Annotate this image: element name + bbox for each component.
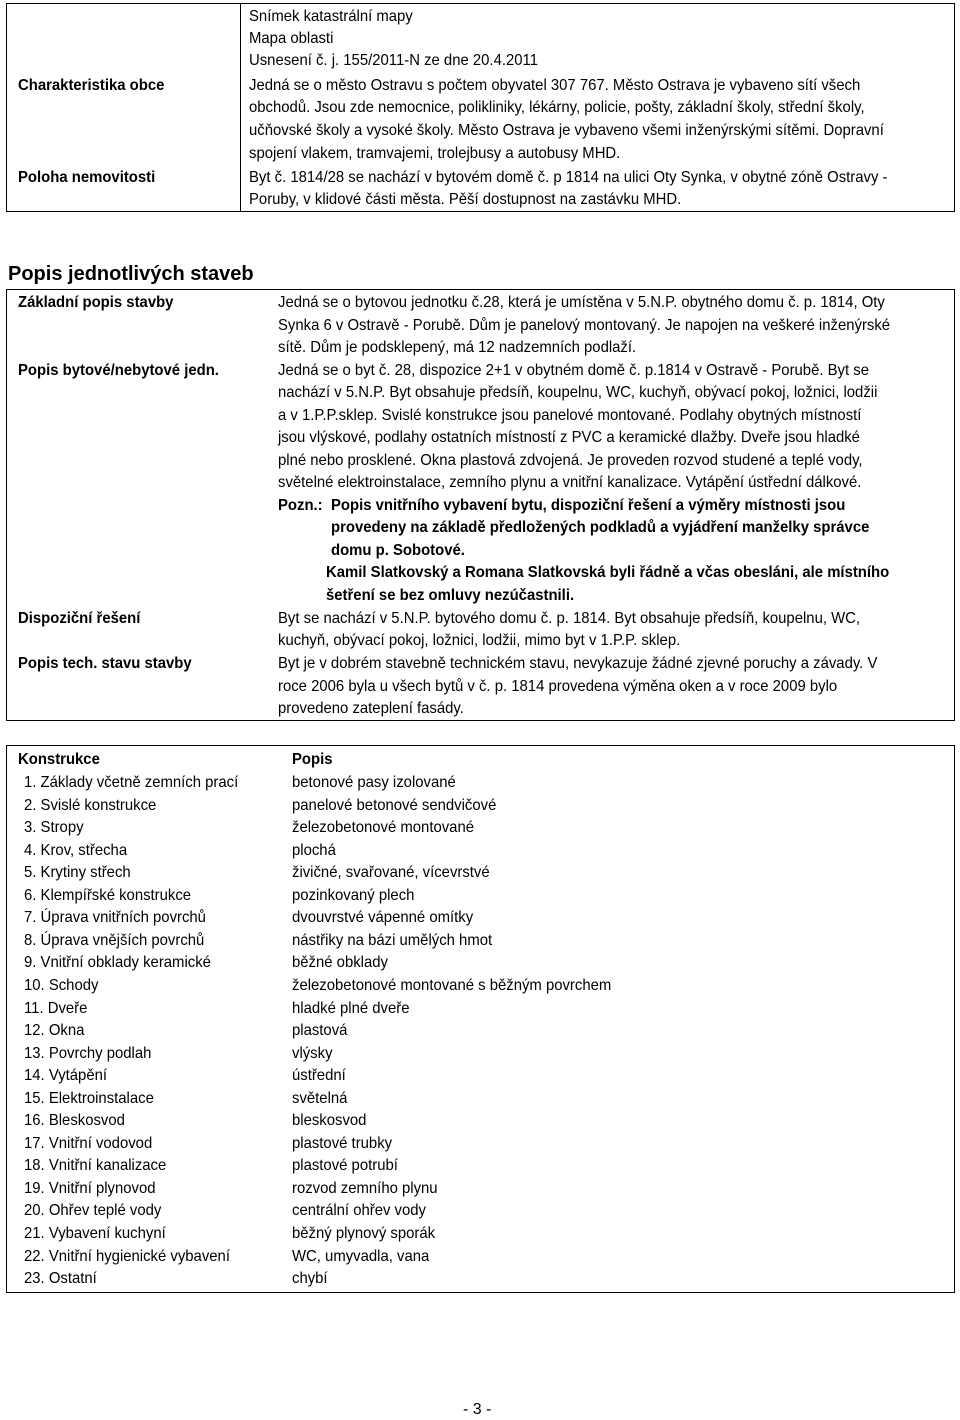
bytove-line: plné nebo prosklené. Okna plastová zdvojená. Je proveden rozvod studené a teplé vody, [278, 452, 863, 469]
pozn-line: domu p. Sobotové. [331, 542, 465, 559]
konstrukce-row-name: 23. Ostatní [24, 1270, 97, 1287]
konstrukce-row-name: 22. Vnitřní hygienické vybavení [24, 1248, 230, 1265]
charakteristika-line: učňovské školy a vysoké školy. Město Ostrava je vybaveno všemi inženýrskými sítěmi. Dopravní [249, 122, 884, 139]
poloha-line: Byt č. 1814/28 se nachází v bytovém domě č. p 1814 na ulici Oty Synka, v obytné zóně Ostravy - [249, 169, 888, 186]
konstrukce-row-desc: živičné, svařované, vícevrstvé [292, 864, 490, 881]
bytove-line: Jedná se o byt č. 28, dispozice 2+1 v obytném domě č. p.1814 v Ostravě - Porubě. Byt se [278, 362, 869, 379]
konstrukce-row-name: 11. Dveře [24, 1000, 88, 1017]
konstrukce-row-desc: ústřední [292, 1067, 346, 1084]
tech-line: provedeno zateplení fasády. [278, 700, 464, 717]
page-number: - 3 - [463, 1401, 492, 1418]
zakladni-line: sítě. Dům je podsklepený, má 12 nadzemních podlaží. [278, 339, 637, 356]
konstrukce-row-desc: železobetonové montované s běžným povrchem [292, 977, 612, 994]
konstrukce-row-name: 12. Okna [24, 1022, 85, 1039]
konstrukce-row-name: 4. Krov, střecha [24, 842, 128, 859]
konstrukce-row-desc: železobetonové montované [292, 819, 475, 836]
konstrukce-row-desc: světelná [292, 1090, 348, 1107]
konstrukce-row-name: 2. Svislé konstrukce [24, 797, 157, 814]
konstrukce-row-desc: hladké plné dveře [292, 1000, 410, 1017]
konstrukce-row-desc: plastová [292, 1022, 348, 1039]
konstrukce-row-desc: betonové pasy izolované [292, 774, 456, 791]
konstrukce-row-name: 14. Vytápění [24, 1067, 108, 1084]
konstrukce-row-desc: vlýsky [292, 1045, 333, 1062]
konstrukce-row-name: 3. Stropy [24, 819, 84, 836]
konstrukce-header: Konstrukce [18, 751, 100, 768]
konstrukce-row-desc: bleskosvod [292, 1112, 367, 1129]
obeslani-line: Kamil Slatkovský a Romana Slatkovská byli řádně a včas obesláni, ale místního [326, 564, 890, 581]
bytove-line: jsou vlýskové, podlahy ostatních místností z PVC a keramické dlažby. Dveře jsou hladké [278, 429, 860, 446]
dispozicni-line: kuchyň, obývací pokoj, ložnici, lodžii, mimo byt v 1.P.P. sklep. [278, 632, 681, 649]
charakteristika-line: Jedná se o město Ostravu s počtem obyvatel 307 767. Město Ostrava je vybaveno sítí všech [249, 77, 861, 94]
poloha-line: Poruby, v klidové části města. Pěší dostupnost na zastávku MHD. [249, 191, 682, 208]
konstrukce-row-name: 5. Krytiny střech [24, 864, 131, 881]
poloha-label: Poloha nemovitosti [18, 169, 156, 186]
tech-line: Byt je v dobrém stavebně technickém stavu, nevykazuje žádné zjevné poruchy a závady. V [278, 655, 878, 672]
konstrukce-row-name: 10. Schody [24, 977, 99, 994]
konstrukce-row-desc: běžný plynový sporák [292, 1225, 436, 1242]
bytove-line: a v 1.P.P.sklep. Svislé konstrukce jsou panelové montované. Podlahy obytných místností [278, 407, 862, 424]
konstrukce-row-name: 13. Povrchy podlah [24, 1045, 152, 1062]
header-line: Mapa oblasti [249, 30, 334, 47]
konstrukce-row-name: 9. Vnitřní obklady keramické [24, 954, 211, 971]
zakladni-popis-label: Základní popis stavby [18, 294, 174, 311]
konstrukce-row-desc: plastové trubky [292, 1135, 393, 1152]
konstrukce-row-name: 17. Vnitřní vodovod [24, 1135, 153, 1152]
charakteristika-line: spojení vlakem, tramvajemi, trolejbusy a autobusy MHD. [249, 145, 621, 162]
pozn-line: Popis vnitřního vybavení bytu, dispoziční řešení a výměry místnosti jsou [331, 497, 846, 514]
konstrukce-row-desc: nástřiky na bázi umělých hmot [292, 932, 493, 949]
konstrukce-row-desc: pozinkovaný plech [292, 887, 415, 904]
konstrukce-row-desc: plochá [292, 842, 336, 859]
zakladni-line: Jedná se o bytovou jednotku č.28, která je umístěna v 5.N.P. obytného domu č. p. 1814, Oty [278, 294, 885, 311]
konstrukce-row-desc: centrální ohřev vody [292, 1202, 426, 1219]
header-line: Usnesení č. j. 155/2011-N ze dne 20.4.2011 [249, 52, 538, 69]
header-line: Snímek katastrální mapy [249, 8, 413, 25]
konstrukce-row-name: 8. Úprava vnějších povrchů [24, 932, 205, 949]
dispozicni-label: Dispoziční řešení [18, 610, 141, 627]
konstrukce-row-desc: rozvod zemního plynu [292, 1180, 438, 1197]
charakteristika-line: obchodů. Jsou zde nemocnice, polikliniky, lékárny, policie, pošty, základní školy, střední školy, [249, 99, 865, 116]
konstrukce-row-desc: plastové potrubí [292, 1157, 398, 1174]
konstrukce-row-desc: dvouvrstvé vápenné omítky [292, 909, 474, 926]
top-table-divider [240, 3, 241, 212]
konstrukce-row-name: 21. Vybavení kuchyní [24, 1225, 166, 1242]
bytove-line: světelné elektroinstalace, zemního plynu a vnitřní kanalizace. Vytápění ústřední dálkové. [278, 474, 862, 491]
pozn-label: Pozn.: [278, 497, 323, 514]
konstrukce-row-desc: chybí [292, 1270, 328, 1287]
konstrukce-row-name: 20. Ohřev teplé vody [24, 1202, 162, 1219]
konstrukce-row-desc: panelové betonové sendvičové [292, 797, 497, 814]
dispozicni-line: Byt se nachází v 5.N.P. bytového domu č. p. 1814. Byt obsahuje předsíň, koupelnu, WC, [278, 610, 861, 627]
konstrukce-row-name: 16. Bleskosvod [24, 1112, 125, 1129]
tech-line: roce 2006 byla u všech bytů v č. p. 1814 provedena výměna oken a v roce 2009 bylo [278, 678, 838, 695]
pozn-line: provedeny na základě předložených podkladů a vyjádření manželky správce [331, 519, 870, 536]
konstrukce-row-name: 15. Elektroinstalace [24, 1090, 154, 1107]
obeslani-line: šetření se bez omluvy nezúčastnili. [326, 587, 575, 604]
konstrukce-row-name: 19. Vnitřní plynovod [24, 1180, 156, 1197]
konstrukce-row-desc: běžné obklady [292, 954, 388, 971]
popis-header: Popis [292, 751, 333, 768]
konstrukce-row-desc: WC, umyvadla, vana [292, 1248, 430, 1265]
konstrukce-row-name: 7. Úprava vnitřních povrchů [24, 909, 206, 926]
konstrukce-row-name: 6. Klempířské konstrukce [24, 887, 192, 904]
zakladni-line: Synka 6 v Ostravě - Porubě. Dům je panelový montovaný. Je napojen na veškeré inženýrské [278, 317, 891, 334]
konstrukce-row-name: 1. Základy včetně zemních prací [24, 774, 239, 791]
section-title: Popis jednotlivých staveb [8, 263, 254, 285]
bytove-line: nachází v 5.N.P. Byt obsahuje předsíň, koupelnu, WC, kuchyň, obývací pokoj, ložnici, lodžii [278, 384, 878, 401]
konstrukce-row-name: 18. Vnitřní kanalizace [24, 1157, 167, 1174]
tech-label: Popis tech. stavu stavby [18, 655, 192, 672]
charakteristika-label: Charakteristika obce [18, 77, 165, 94]
bytove-label: Popis bytové/nebytové jedn. [18, 362, 219, 379]
